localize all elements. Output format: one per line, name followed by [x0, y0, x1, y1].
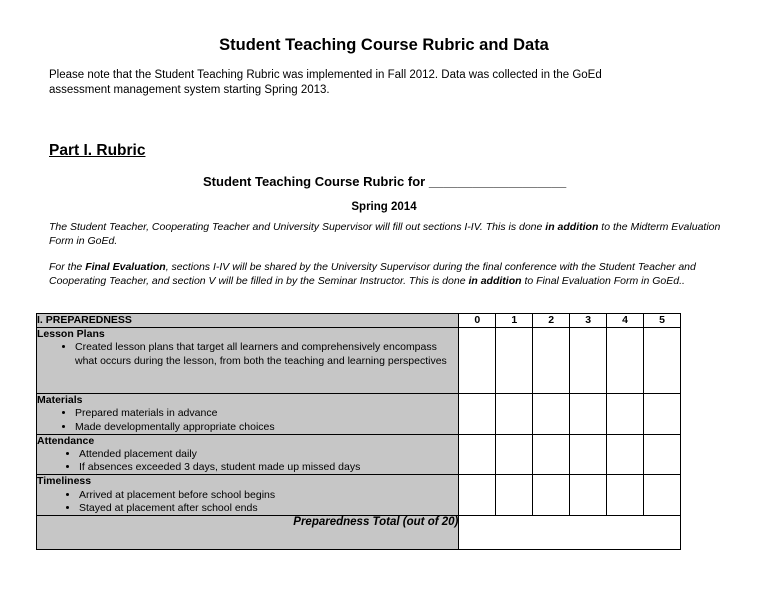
score-cell-2[interactable]: [533, 475, 570, 516]
category-name: Attendance: [37, 434, 95, 447]
score-cell-4[interactable]: [607, 475, 644, 516]
intro-note: [49, 68, 729, 98]
score-header-4: 4: [607, 314, 644, 328]
part-heading: Part I. Rubric: [49, 142, 146, 159]
score-cell-4[interactable]: [607, 394, 644, 435]
intro-line-1: Please note that the Student Teaching Rubric was implemented in Fall 2012. Data was collected in the GoEd: [49, 69, 602, 81]
criterion-item: • If absences exceeded 3 days, student made up missed days: [79, 461, 458, 474]
score-cell-2[interactable]: [533, 328, 570, 394]
score-cell-1[interactable]: [496, 394, 533, 435]
section-title: I. PREPAREDNESS: [37, 314, 459, 328]
criterion-list: [37, 341, 458, 367]
score-header-5: 5: [644, 314, 681, 328]
score-cell-1[interactable]: [496, 328, 533, 394]
instruction2-bold-2: in addition: [468, 274, 522, 287]
criterion-item: • Made developmentally appropriate choices: [75, 421, 458, 434]
score-cell-0[interactable]: [459, 328, 496, 394]
score-header-3: 3: [570, 314, 607, 328]
rubric-header-row: [37, 314, 681, 328]
score-cell-4[interactable]: [607, 328, 644, 394]
intro-line-2: assessment management system starting Spring 2013.: [49, 84, 330, 96]
instruction1-post: to the Midterm Evaluation Form in GoEd.: [49, 221, 721, 247]
score-cell-0[interactable]: [459, 434, 496, 475]
instruction2-bold-1: Final Evaluation: [85, 261, 166, 273]
score-header-2: 2: [533, 314, 570, 328]
criterion-list: [37, 489, 458, 515]
total-input[interactable]: [459, 516, 681, 550]
instruction2-post: to Final Evaluation Form in GoEd..: [521, 274, 685, 287]
score-cell-3[interactable]: [570, 328, 607, 394]
category-name: Materials: [37, 394, 83, 407]
criterion-item: • Prepared materials in advance: [75, 407, 458, 420]
criterion-cell: [37, 434, 459, 475]
score-cell-0[interactable]: [459, 475, 496, 516]
criterion-cell: [37, 328, 459, 394]
score-cell-0[interactable]: [459, 394, 496, 435]
criterion-row-lesson-plans: [37, 328, 681, 394]
score-cell-5[interactable]: [644, 394, 681, 435]
instruction-paragraph-1: [49, 221, 729, 248]
score-cell-5[interactable]: [644, 475, 681, 516]
category-name: Timeliness: [37, 475, 92, 488]
criterion-item: • Attended placement daily: [79, 448, 458, 461]
score-cell-2[interactable]: [533, 394, 570, 435]
criterion-item: • Created lesson plans that target all learners and comprehensively encompass what occurs during the lesson, from both the teaching and learning perspectives: [75, 341, 458, 367]
category-name: Lesson Plans: [37, 328, 105, 341]
score-cell-3[interactable]: [570, 475, 607, 516]
instruction1-bold: in addition: [545, 221, 599, 233]
criterion-row-timeliness: [37, 475, 681, 516]
instruction2-pre: For the: [49, 261, 86, 273]
score-cell-1[interactable]: [496, 475, 533, 516]
total-row: [37, 516, 681, 550]
criterion-item: • Arrived at placement before school begins: [79, 489, 458, 502]
total-label: Preparedness Total (out of 20): [37, 516, 459, 550]
score-cell-3[interactable]: [570, 434, 607, 475]
instruction2-mid: , sections I-IV will be shared by the University Supervisor during the final conference with the Student Teacher and Cooperating Teacher, and section V will be filled in by the Seminar Instructor. This is done: [49, 261, 696, 287]
instruction-paragraph-2: [49, 261, 729, 288]
score-header-1: 1: [496, 314, 533, 328]
semester-label: Spring 2014: [351, 201, 417, 213]
criterion-row-materials: [37, 394, 681, 435]
instruction1-pre: The Student Teacher, Cooperating Teacher and University Supervisor will fill out sections I-IV. This is done: [49, 221, 546, 233]
criterion-item: • Stayed at placement after school ends: [79, 502, 458, 515]
score-cell-3[interactable]: [570, 394, 607, 435]
score-cell-4[interactable]: [607, 434, 644, 475]
score-header-0: 0: [459, 314, 496, 328]
rubric-table: [36, 313, 681, 550]
criterion-list: [37, 407, 458, 433]
criterion-cell: [37, 475, 459, 516]
rubric-title: Student Teaching Course Rubric for ___________________: [203, 174, 567, 189]
criterion-list: [37, 448, 458, 474]
score-cell-1[interactable]: [496, 434, 533, 475]
criterion-row-attendance: [37, 434, 681, 475]
score-cell-5[interactable]: [644, 328, 681, 394]
document-title: Student Teaching Course Rubric and Data: [219, 36, 549, 54]
criterion-cell: [37, 394, 459, 435]
score-cell-2[interactable]: [533, 434, 570, 475]
score-cell-5[interactable]: [644, 434, 681, 475]
